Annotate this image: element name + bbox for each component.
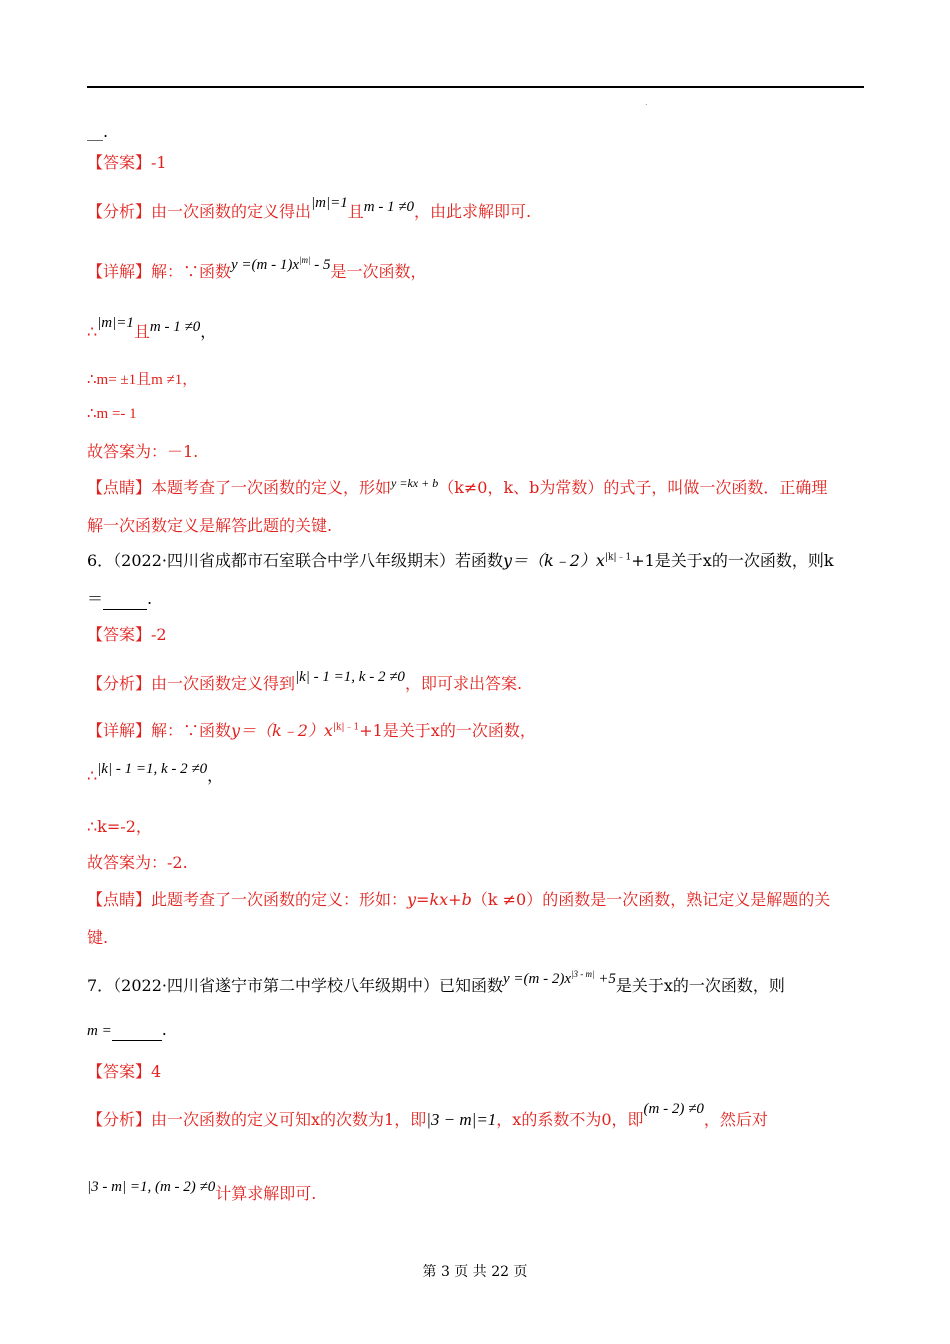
top-fragment: __. bbox=[87, 122, 109, 141]
q5-step1-math2: m - 1 ≠0 bbox=[149, 319, 201, 335]
q5-step1-post: ， bbox=[200, 322, 217, 341]
q5-answer: 【答案】-1 bbox=[87, 153, 167, 172]
q5-comment-math: y =kx + b bbox=[391, 476, 439, 490]
q7-stem-math-lhs: y =(m - 2)x bbox=[503, 971, 572, 987]
q7-stem-math-rhs: +5 bbox=[594, 971, 616, 987]
q5-comment-line2: 解一次函数定义是解答此题的关键. bbox=[87, 516, 333, 535]
q5-analysis-math2: m - 1 ≠0 bbox=[363, 199, 415, 215]
q7-stem-line2-post: . bbox=[161, 1020, 167, 1039]
q5-analysis-post: ，由此求解即可. bbox=[414, 202, 532, 221]
q6-analysis-pre: 【分析】由一次函数定义得到 bbox=[87, 674, 296, 693]
q7-analysis-post: ，然后对 bbox=[703, 1110, 768, 1129]
q7-stem-line2-pre: m = bbox=[87, 1023, 112, 1039]
q5-analysis-pre: 【分析】由一次函数的定义得出 bbox=[87, 202, 312, 221]
q5-step3: ∴m =- 1 bbox=[87, 406, 137, 422]
q6-analysis-math: |k| - 1 =1, k - 2 ≠0 bbox=[295, 669, 405, 685]
q6-analysis-post: ，即可求出答案. bbox=[404, 674, 523, 693]
q6-stem-post: +1是关于x的一次函数，则k bbox=[631, 551, 834, 570]
q6-stem-exp: |k|﹣1 bbox=[604, 552, 632, 563]
q6-stem-line2-pre: ＝ bbox=[87, 589, 104, 608]
q5-analysis-math1: |m|=1 bbox=[311, 195, 348, 211]
q5-detail bbox=[87, 255, 427, 283]
q5-detail-pre: 【详解】解：∵函数 bbox=[87, 262, 232, 281]
q7-line2-post: 计算求解即可. bbox=[215, 1184, 317, 1203]
q6-comment-paren: （k ≠0） bbox=[471, 890, 543, 909]
header-rule bbox=[87, 86, 864, 88]
q5-step1 bbox=[87, 315, 217, 343]
q6-step1-therefore: ∴ bbox=[87, 766, 98, 785]
q5-detail-math bbox=[231, 257, 330, 273]
q6-stem-line2 bbox=[87, 589, 152, 610]
q5-step1-math1: |m|=1 bbox=[97, 315, 134, 331]
q5-detail-post: 是一次函数， bbox=[330, 262, 427, 281]
q5-step1-mid: 且 bbox=[133, 322, 150, 341]
q5-comment bbox=[87, 478, 827, 499]
q6-step1-post: ， bbox=[207, 766, 224, 785]
q7-stem-math bbox=[503, 971, 616, 987]
page-footer: 第 3 页 共 22 页 bbox=[422, 1264, 528, 1280]
q7-line2-math: |3 - m| =1, (m - 2) ≠0 bbox=[87, 1179, 216, 1195]
q5-detail-math-rhs: - 5 bbox=[310, 257, 331, 273]
header-dot: . bbox=[645, 98, 648, 107]
q7-stem-math-exp: |3 - m| bbox=[571, 969, 595, 979]
q7-analysis bbox=[87, 1101, 768, 1131]
q5-analysis bbox=[87, 195, 532, 223]
q7-analysis-line2 bbox=[87, 1179, 317, 1205]
q6-detail-pre: 【详解】解：∵函数 bbox=[87, 721, 232, 740]
q5-step2: ∴m= ±1且m ≠1， bbox=[87, 372, 198, 388]
q6-conclusion: 故答案为：-2. bbox=[87, 853, 188, 872]
q7-analysis-math1: |3 − m|=1 bbox=[426, 1110, 497, 1129]
q6-stem-func: y＝（k﹣2）x bbox=[503, 551, 605, 570]
q7-analysis-pre: 【分析】由一次函数的定义可知x的次数为1，即 bbox=[87, 1110, 427, 1129]
q7-answer: 【答案】4 bbox=[87, 1062, 162, 1081]
q6-stem-line2-post: . bbox=[147, 589, 153, 608]
q6-step2: ∴k=-2， bbox=[87, 817, 152, 836]
q5-comment-post: （k≠0，k、b为常数）的式子，叫做一次函数．正确理 bbox=[438, 478, 828, 497]
q7-analysis-mid: ，x的系数不为0，即 bbox=[496, 1110, 644, 1129]
q6-answer: 【答案】-2 bbox=[87, 625, 167, 644]
q6-comment-line2: 键. bbox=[87, 928, 109, 947]
q6-analysis bbox=[87, 669, 523, 695]
q7-answer-blank[interactable] bbox=[112, 1020, 162, 1041]
q6-step1 bbox=[87, 761, 224, 787]
q6-detail-func: y＝（k﹣2）x bbox=[231, 721, 333, 740]
q6-comment-pre: 【点睛】此题考查了一次函数的定义：形如： bbox=[87, 890, 408, 909]
q6-comment-post: 的函数是一次函数，熟记定义是解题的关 bbox=[542, 890, 831, 909]
q6-answer-blank[interactable] bbox=[103, 589, 147, 610]
q5-step1-therefore: ∴ bbox=[87, 322, 98, 341]
q5-conclusion: 故答案为：－1. bbox=[87, 442, 199, 461]
q6-step1-math: |k| - 1 =1, k - 2 ≠0 bbox=[97, 761, 208, 777]
q5-detail-math-exp: |m| bbox=[299, 255, 311, 265]
q7-stem-line2 bbox=[87, 1020, 167, 1041]
q6-detail-post: +1是关于x的一次函数， bbox=[359, 721, 536, 740]
q6-detail bbox=[87, 721, 536, 741]
q6-stem bbox=[87, 551, 834, 571]
q7-stem-post: 是关于x的一次函数，则 bbox=[615, 976, 785, 995]
q7-stem-pre: 7．（2022·四川省遂宁市第二中学校八年级期中）已知函数 bbox=[87, 976, 503, 995]
q6-comment-math: y=kx+b bbox=[407, 890, 472, 909]
q5-detail-math-lhs: y =(m - 1)x bbox=[231, 257, 300, 273]
q5-comment-pre: 【点睛】本题考查了一次函数的定义，形如 bbox=[87, 478, 392, 497]
q7-stem bbox=[87, 969, 785, 997]
q6-comment bbox=[87, 890, 830, 910]
q7-analysis-math2: (m - 2) ≠0 bbox=[643, 1101, 704, 1117]
q6-detail-exp: |k|﹣1 bbox=[332, 722, 360, 733]
q5-analysis-mid: 且 bbox=[347, 202, 364, 221]
q6-stem-pre: 6．（2022·四川省成都市石室联合中学八年级期末）若函数 bbox=[87, 551, 503, 570]
